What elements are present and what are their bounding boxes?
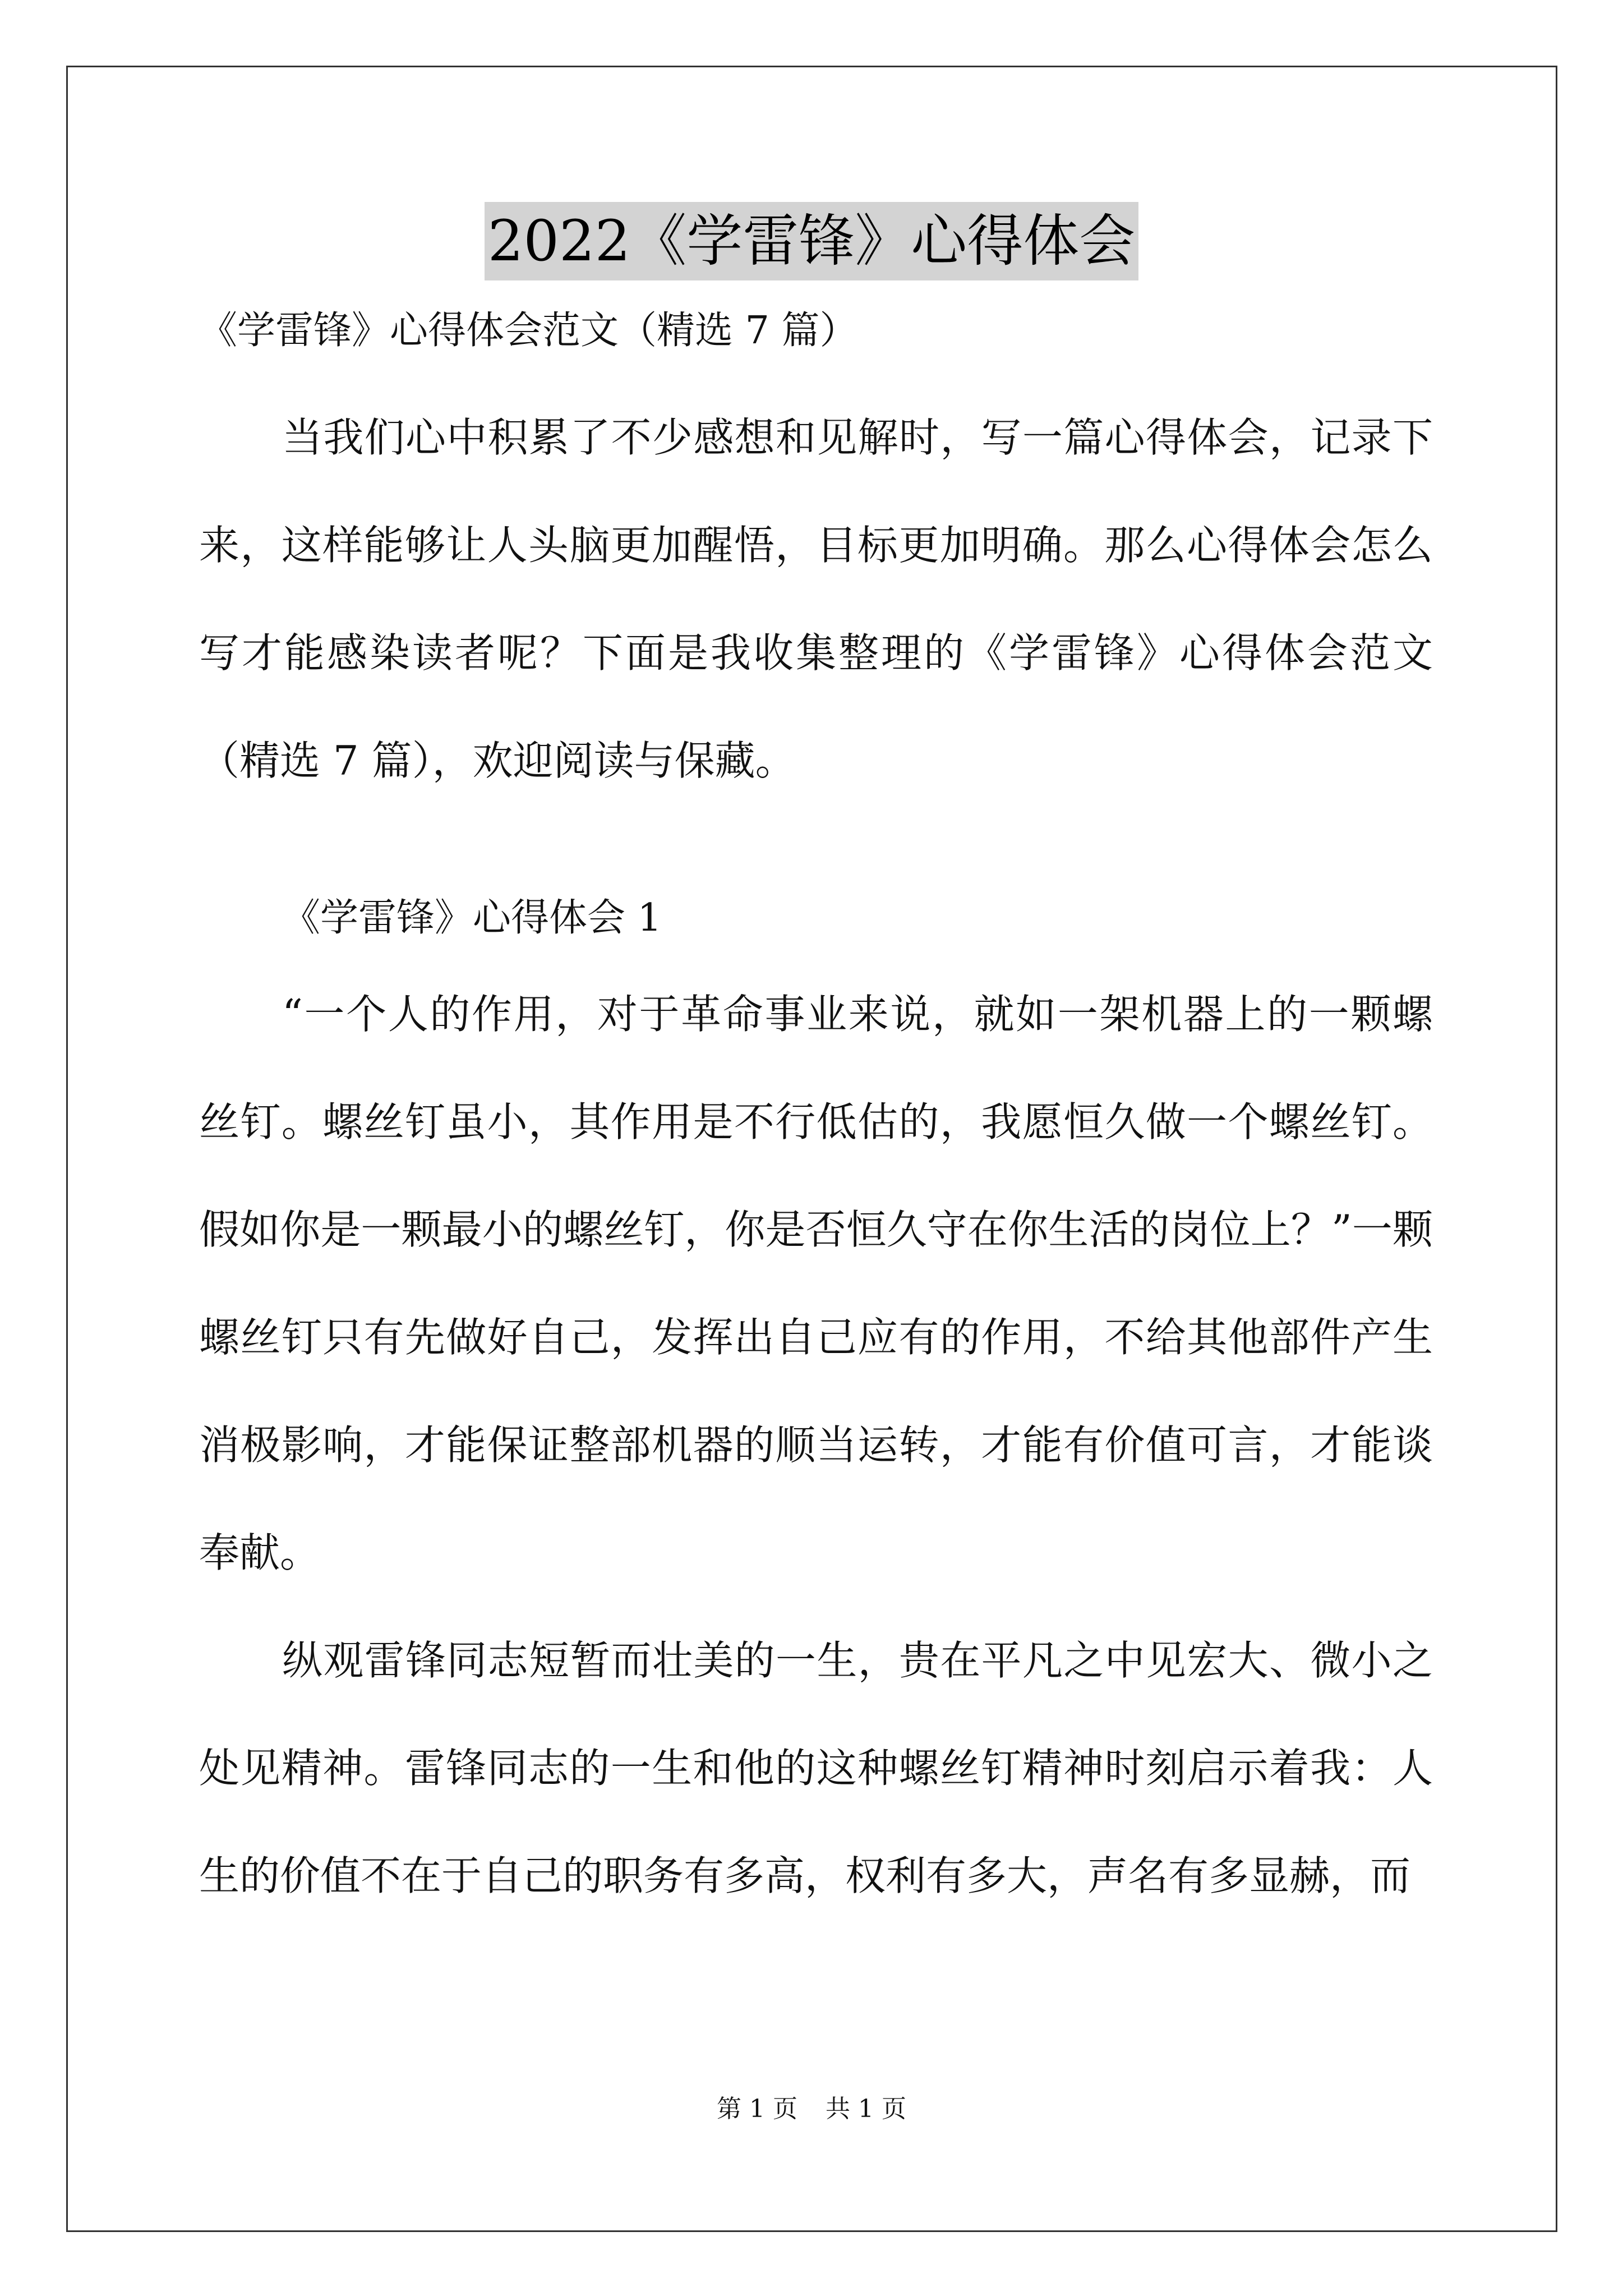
document-body <box>199 303 1433 1930</box>
section-heading: 《学雷锋》心得体会 1 <box>282 896 662 940</box>
body-paragraph-1: “一个人的作用，对于革命事业来说，就如一架机器上的一颗螺丝钉。螺丝钉虽小，其作用是不行低估的，我愿恒久做一个螺丝钉。假如你是一颗最小的螺丝钉，你是否恒久守在你生活的岗位上？”一颗螺丝钉只有先做好自己，发挥出自己应有的作用，不给其他部件产生消极影响，才能保证整部机器的顺当运转，才能有价值可言，才能谈奉献。 <box>199 991 1433 1576</box>
body-paragraph-2: 纵观雷锋同志短暂而壮美的一生，贵在平凡之中见宏大、微小之处见精神。雷锋同志的一生和他的这种螺丝钉精神时刻启示着我：人生的价值不在于自己的职务有多高，权利有多大，声名有多显赫，而 <box>199 1637 1433 1899</box>
page-number: 第 1 页 <box>717 2095 797 2123</box>
section-spacer <box>199 815 1433 876</box>
document-subtitle: 《学雷锋》心得体会范文（精选 7 篇） <box>199 309 858 353</box>
intro-paragraph: 当我们心中积累了不少感想和见解时，写一篇心得体会，记录下来，这样能够让人头脑更加醒悟，目标更加明确。那么心得体会怎么写才能感染读者呢？下面是我收集整理的《学雷锋》心得体会范文（精选 7 篇），欢迎阅读与保藏。 <box>199 414 1433 784</box>
document-title: 2022《学雷锋》心得体会 <box>485 202 1139 280</box>
page-total: 共 1 页 <box>826 2095 906 2123</box>
page-footer <box>0 2092 1623 2126</box>
title-container <box>0 202 1623 280</box>
